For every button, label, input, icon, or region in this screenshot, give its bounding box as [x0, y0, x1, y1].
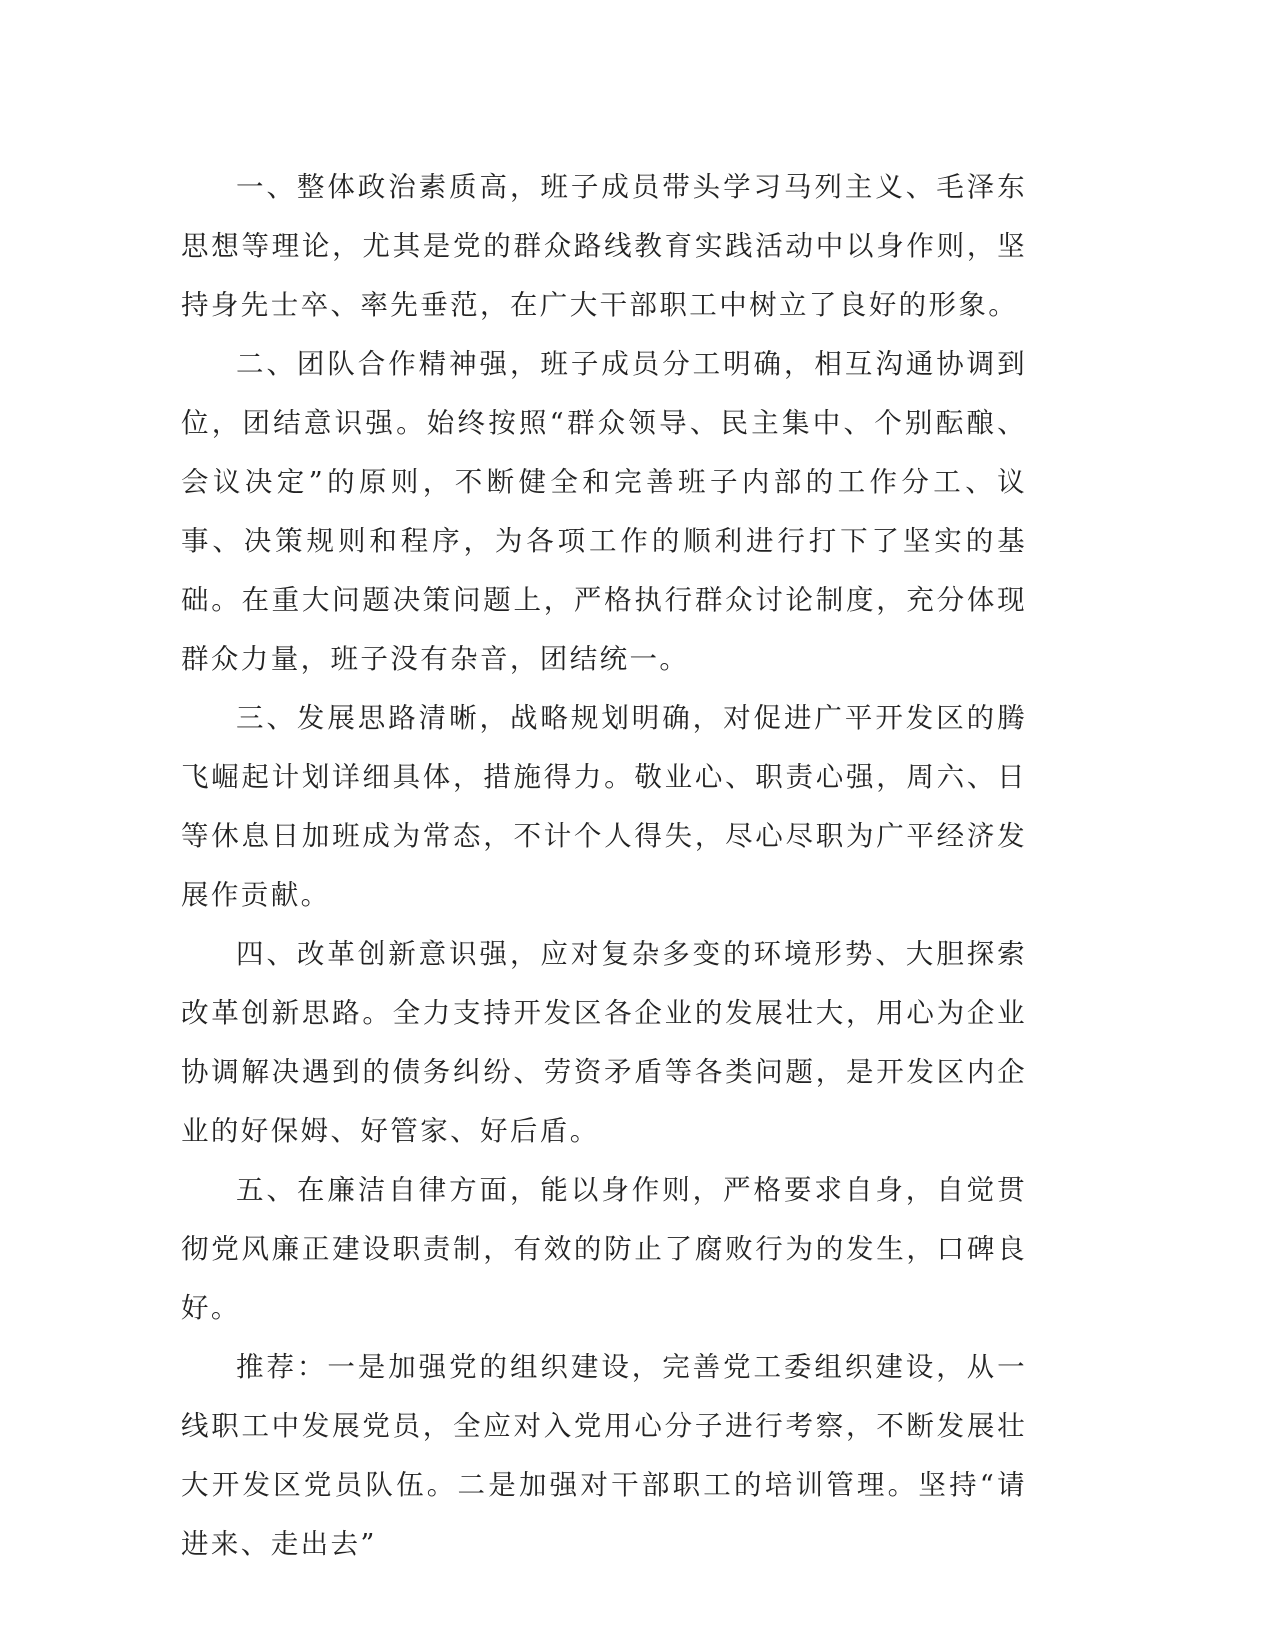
paragraph-5: 五、在廉洁自律方面，能以身作则，严格要求自身，自觉贯彻党风廉正建设职责制，有效的防止了腐败行为的发生，口碑良好。	[181, 1174, 1027, 1324]
paragraph-6: 推荐：一是加强党的组织建设，完善党工委组织建设，从一线职工中发展党员，全应对入党用心分子进行考察，不断发展壮大开发区党员队伍。二是加强对干部职工的培训管理。坚持“请进来、走出去”	[181, 1351, 1027, 1560]
document-body	[181, 158, 1027, 1574]
paragraph-2: 二、团队合作精神强，班子成员分工明确，相互沟通协调到位，团结意识强。始终按照“群众领导、民主集中、个别酝酿、会议决定”的原则，不断健全和完善班子内部的工作分工、议事、决策规则和程序，为各项工作的顺利进行打下了坚实的基础。在重大问题决策问题上，严格执行群众讨论制度，充分体现群众力量，班子没有杂音，团结统一。	[181, 348, 1027, 675]
paragraph-4: 四、改革创新意识强，应对复杂多变的环境形势、大胆探索改革创新思路。全力支持开发区各企业的发展壮大，用心为企业协调解决遇到的债务纠纷、劳资矛盾等各类问题，是开发区内企业的好保姆、好管家、好后盾。	[181, 938, 1027, 1147]
paragraph-3: 三、发展思路清晰，战略规划明确，对促进广平开发区的腾飞崛起计划详细具体，措施得力。敬业心、职责心强，周六、日等休息日加班成为常态，不计个人得失，尽心尽职为广平经济发展作贡献。	[181, 702, 1027, 911]
paragraph-1: 一、整体政治素质高，班子成员带头学习马列主义、毛泽东思想等理论，尤其是党的群众路线教育实践活动中以身作则，坚持身先士卒、率先垂范，在广大干部职工中树立了良好的形象。	[181, 171, 1027, 321]
